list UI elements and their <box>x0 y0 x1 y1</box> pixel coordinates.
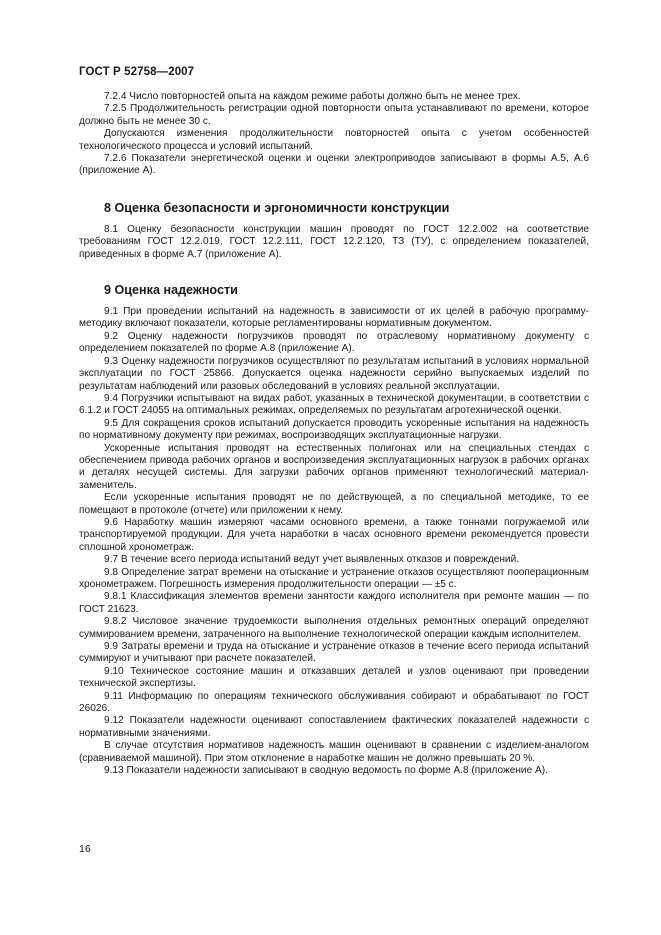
section-8-heading: 8 Оценка безопасности и эргономичности конструкции <box>104 200 450 215</box>
paragraph: 9.10 Техническое состояние машин и отказавших деталей и узлов оценивают при проведении технической экспертизы. <box>79 665 589 690</box>
page-content <box>79 91 589 778</box>
paragraph: 9.8.2 Числовое значение трудоемкости выполнения отдельных ремонтных операций определяют суммированием времени, затраченного на выполнение технологической операции каждым исполнителем. <box>79 616 589 640</box>
paragraph: 9.2 Оценку надежности погрузчиков проводят по отраслевому нормативному документу с определением показателей по форме А.8 (приложение А). <box>79 330 589 355</box>
document-header: ГОСТ Р 52758—2007 <box>79 66 195 78</box>
page-number: 16 <box>79 843 91 855</box>
paragraph: 9.4 Погрузчики испытывают на видах работ, указанных в технической документации, в соответствии с 6.1.2 и ГОСТ 24055 на оптимальных режимах, определяемых по результатам агротехнической оценки. <box>79 392 589 417</box>
section-8-paragraphs <box>79 224 589 261</box>
paragraph: 9.12 Показатели надежности оценивают сопоставлением фактических показателей надежности с нормативными значениями. <box>79 715 589 739</box>
paragraph: 7.2.5 Продолжительность регистрации одной повторности опыта устанавливают по времени, которое должно быть не менее 30 с. <box>79 103 589 127</box>
paragraph: В случае отсутствия нормативов надежность машин оценивают в сравнении с изделием-аналогом (сравниваемой машиной). При этом отклонение в наработке машин не должно превышать 20 %. <box>79 740 589 764</box>
paragraph: 9.7 В течение всего периода испытаний ведут учет выявленных отказов и повреждений. <box>104 554 520 566</box>
paragraph: 9.8.1 Классификация элементов времени занятости каждого исполнителя при ремонте машин — по ГОСТ 21623. <box>79 591 589 615</box>
paragraph: 9.5 Для сокращения сроков испытаний допускается проводить ускоренные испытания на надежность по нормативному документу при режимах, воспроизводящих эксплуатационные нагрузки. <box>79 417 589 442</box>
paragraph: 9.3 Оценку надежности погрузчиков осуществляют по результатам испытаний в условиях нормальной эксплуатации по ГОСТ 25866. Допускается оценка надежности серийно выпускаемых изделий по результатам наблюдений или разовых обследований в условиях реальной эксплуатации. <box>79 355 589 392</box>
paragraph: 9.8 Определение затрат времени на отыскание и устранение отказов осуществляют пооперационным хронометражем. Погрешность измерения продолжительности операции — ±5 с. <box>79 566 589 590</box>
section-7-paragraphs <box>79 91 589 178</box>
paragraph: 9.13 Показатели надежности записывают в сводную ведомость по форме А.8 (приложение А). <box>104 765 548 777</box>
paragraph: 9.11 Информацию по операциям технического обслуживания собирают и обрабатывают по ГОСТ 26026. <box>79 690 589 715</box>
paragraph: Ускоренные испытания проводят на естественных полигонах или на специальных стендах с обеспечением привода рабочих органов и воспроизведения эксплуатационных нагрузок в рабочих органах и деталях несущей системы. Для загрузки рабочих органов применяют технологический материал-заменитель. <box>79 442 589 491</box>
paragraph: 7.2.6 Показатели энергетической оценки и оценки электроприводов записывают в формы А.5, А.6 (приложение А). <box>79 153 589 177</box>
paragraph: 7.2.4 Число повторностей опыта на каждом режиме работы должно быть не менее трех. <box>104 91 521 102</box>
paragraph: Допускаются изменения продолжительности повторностей опыта с учетом особенностей технологического процесса и условий испытаний. <box>79 128 589 152</box>
section-9-paragraphs <box>79 306 589 777</box>
paragraph: 8.1 Оценку безопасности конструкции машин проводят по ГОСТ 12.2.002 на соответствие требованиям ГОСТ 12.2.019, ГОСТ 12.2.111, ГОСТ 12.2.120, ТЗ (ТУ), с определением показателей, приведенных в форме А.7 (приложение А). <box>79 223 589 260</box>
paragraph: 9.1 При проведении испытаний на надежность в зависимости от их целей в рабочую программу-методику включают показатели, которые регламентированы нормативным документом. <box>79 306 589 330</box>
paragraph: 9.6 Наработку машин измеряют часами основного времени, а также тоннами погружаемой или транспортируемой продукции. Для учета наработки в часах основного времени рекомендуется провести сплошной хронометраж. <box>79 516 589 553</box>
paragraph: 9.9 Затраты времени и труда на отыскание и устранение отказов в течение всего периода испытаний суммируют и учитывают при расчете показателей. <box>79 641 589 665</box>
section-9-heading: 9 Оценка надежности <box>104 283 238 298</box>
paragraph: Если ускоренные испытания проводят не по действующей, а по специальной методике, то ее помещают в протоколе (отчете) или приложении к нему. <box>79 492 589 516</box>
